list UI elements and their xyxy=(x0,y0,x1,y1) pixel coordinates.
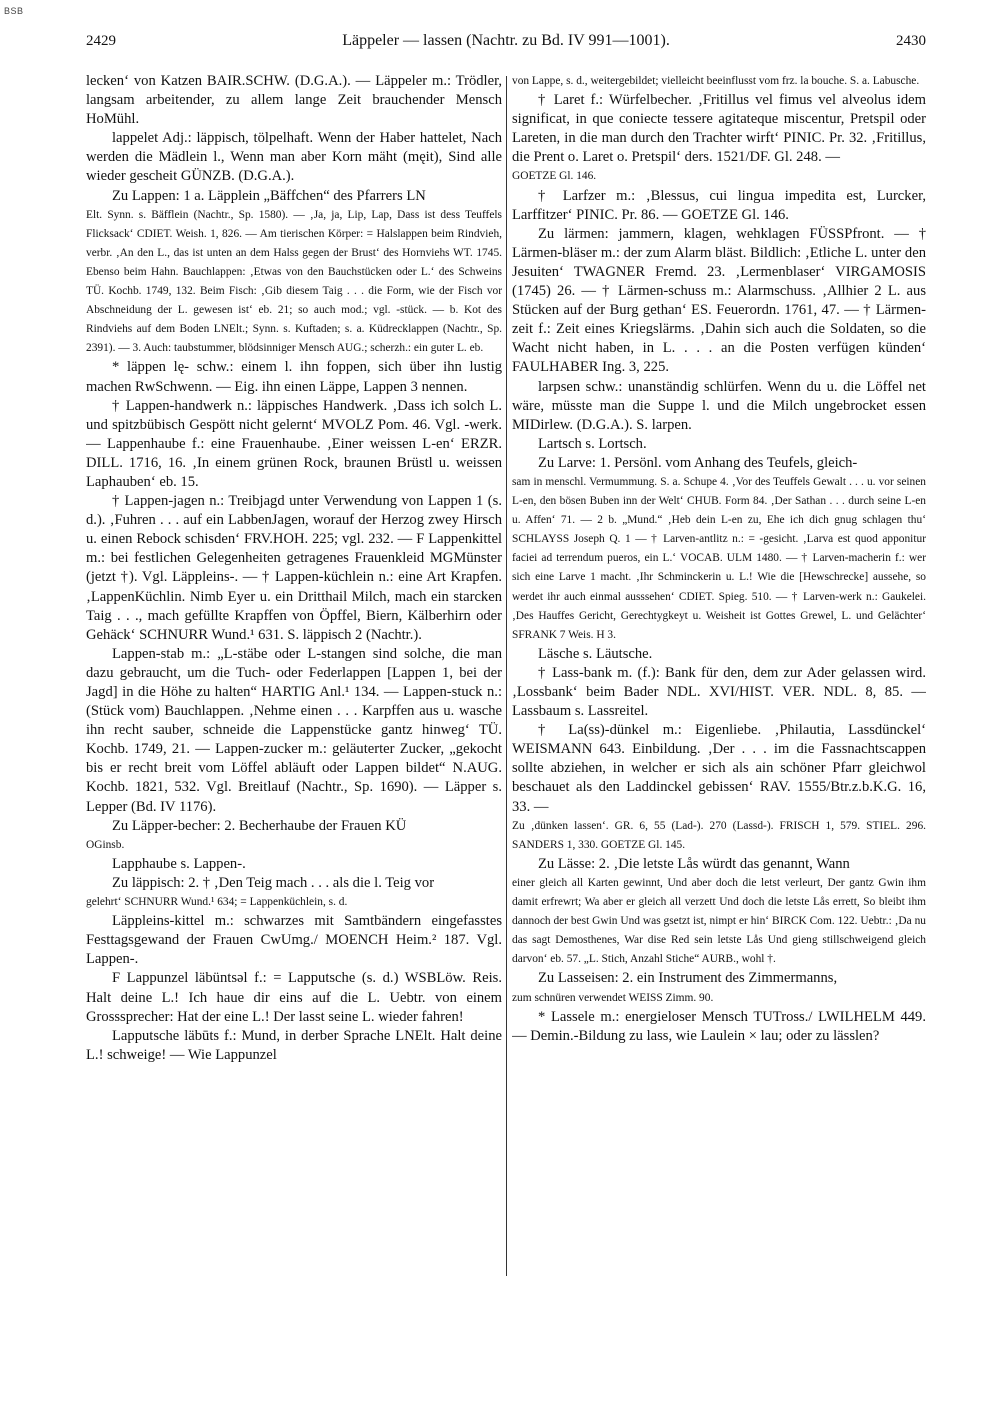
entry-paragraph: Zu lärmen: jammern, klagen, wehklagen FÜSSPfront. — † Lärmen-bläser m.: der zum Alarm bläst. Bildlich: ‚Etliche L. unter den Jesuiten‘ TWAGNER Fremd. 23. ‚Lermenblaser‘ VIRGAMOSIS (1745) 26. — † Lärmen-schuss m.: Alarmschuss. ‚Allhier 2 L. aus Stücken auf der Burg gethan‘ ES. Feuerordn. 1761, 47. — † Lärmen-zeit f.: Zeit eines Kriegslärms. ‚Dahin sich auch die Soldaten, so die Wacht nicht haben, in L. . . . an die Posten verfügen künden‘ FAULHABER Ing. 3, 225. xyxy=(512,225,926,376)
library-stamp: BSB xyxy=(4,6,24,16)
entry-paragraph: F Lappunzel läbüntsəl f.: = Lapputsche (s. d.) WSBLöw. Reis. Halt deine L.! Ich haue dir eins auf die L. Uebtr. von einem Grosssprecher: Hat der eine L.! Der lasst seine L. wieder fahren! xyxy=(86,970,502,1025)
entry-paragraph: † La(ss)-dünkel m.: Eigenliebe. ‚Philautia, Lassdünckel‘ WEISMANN 643. Einbildung. ‚Der . . . im die Fassnachtscappen sollte abziehen, in welcher er sich als ain schöner Pfarr gleichwol beschauet als den Laddinckel gebissen‘ RAV. 1555/Btr.z.b.K.G. 16, 33. — xyxy=(512,722,926,815)
entry-paragraph: † Larfzer m.: ‚Blessus, cui lingua impedita est, Lurcker, Larffitzer‘ PINIC. Pr. 86. — GOETZE Gl. 146. xyxy=(512,187,926,223)
entry-paragraph: Elt. Synn. s. Bäfflein (Nachtr., Sp. 1580). — ‚Ja, ja, Lip, Lap, Dass ist dess Teuffels Flicksack‘ CDIET. Weish. 1, 826. — Am tierischen Körper: = Halslappen beim Rindvieh, verbr. ‚An den L., das ist unten an dem Halss gegen der Brust‘ des Hornviehs WT. 1745. Ebenso beim Hahn. Bauchlappen: ‚Etwas von den Bauchstücken oder L.‘ des Schweins TÜ. Kochb. 1749, 132. Beim Fisch: ‚Gib diesem Taig . . . die Form, wie der Fisch vor Abschneidung der L. gewesen ist‘ eb. 21; so auch mod.; vgl. -stück. — b. Kot des Rindviehs auf dem Boden LNElt.; Synn. s. Kuftaden; s. a. Küdrecklappen (Nachtr., Sp. 2391). — 3. Auch: taubstummer, blödsinniger Mensch AUG.; scherzh.: ein guter L. eb. xyxy=(86,208,502,355)
column-divider xyxy=(506,76,507,1276)
entry-paragraph: Läsche s. Läutsche. xyxy=(538,645,653,662)
entry-paragraph: † Laret f.: Würfelbecher. ‚Fritillus vel fimus vel alveolus idem significat, in que coniecte tessere agitateque miscentur, Pretspil oder Lareten, in die man durch den Trachter wirft‘ PINIC. Pr. 32. ‚Fritillus, die Prent o. Laret o. Pretspil‘ ders. 1521/DF. Gl. 248. — xyxy=(512,92,926,166)
entry-paragraph: * Lassele m.: energieloser Mensch TUTross./ LWILHELM 449. — Demin.-Bildung zu lass, wie Laulein × lau; oder zu lässlen? xyxy=(512,1008,926,1044)
entry-paragraph: Lapphaube s. Lappen-. xyxy=(112,855,246,872)
entry-paragraph: Zu Lässe: 2. ‚Die letste Lås würdt das genannt, Wann xyxy=(538,855,850,872)
page-header xyxy=(86,32,926,56)
entry-paragraph: lecken‘ von Katzen BAIR.SCHW. (D.G.A.). — Läppeler m.: Trödler, langsam arbeitender, zu allem lange Zeit brauchender Mensch HoMühl. xyxy=(86,73,502,128)
entry-paragraph: GOETZE Gl. 146. xyxy=(512,170,597,183)
entry-paragraph: larpsen schw.: unanständig schlürfen. Wenn du u. die Löffel net wäre, müsste man die Suppe l. und die Milch ungebrocket essen MIDirlew. (D.G.A.). S. larpen. xyxy=(512,378,926,433)
entry-paragraph: lappelet Adj.: läppisch, tölpelhaft. Wenn der Haber hattelet, Nach werden die Mädlein l., Wenn man aber Korn mäht (męit), Sind alle wieder gescheit GÜNZB. (D.G.A.). xyxy=(86,130,502,185)
entry-paragraph: Läppleins-kittel m.: schwarzes mit Samtbändern eingefasstes Festtagsgewand der Frauen CwUmg./ MOENCH Heim.² 187. Vgl. Lappen-. xyxy=(86,913,502,968)
entry-paragraph: OGinsb. xyxy=(86,838,125,851)
left-page-number: 2429 xyxy=(86,33,116,49)
entry-paragraph: Zu läppisch: 2. † ‚Den Teig mach . . . als die l. Teig vor xyxy=(112,874,435,891)
running-title: Läppeler — lassen (Nachtr. zu Bd. IV 991—1001). xyxy=(342,32,670,49)
entry-paragraph: gelehrt‘ SCHNURR Wund.¹ 634; = Lappenküchlein, s. d. xyxy=(86,896,348,909)
entry-paragraph: Zu ‚dünken lassen‘. GR. 6, 55 (Lad-). 270 (Lassd-). FRISCH 1, 579. STIEL. 296. SANDERS 1, 330. GOETZE Gl. 145. xyxy=(512,819,926,851)
entry-paragraph: sam in menschl. Vermummung. S. a. Schupe 4. ‚Vor des Teuffels Gewalt . . . u. vor seinen L-en, den bösen Buben inn der Welt‘ CHUB. Form 84. ‚Der Sathan . . . durch seine L-en u. Affen‘ 71. — 2 b. „Mund.“ ‚Heb dein L-en zu, Ehe ich dich gnug schlagen thu‘ SCHLAYSS Joseph Q. 1 — † Larven-antlitz n.: = -gesicht. ‚Larva est quod apponitur faciei ad terrendum pueros, ein L.‘ VOCAB. ULM 1480. — † Larven-macherin f.: wer sich eine Larve 1 macht. ‚Ihr Schminckerin u. L.! Wie die [Hewschrecke] aussehe, so werdet ihr auch einmal ausssehen‘ CDIET. Spieg. 510. — † Larven-werk n.: Gaukelei. ‚Des Hauffes Gericht, Gerechtygkeyt u. Weisheit ist Gottes Grewel, L. und Gelächter‘ SFRANK 7 Weis. H 3. xyxy=(512,475,926,641)
entry-paragraph: Lapputsche läbūts f.: Mund, in derber Sprache LNElt. Halt deine L.! schweige! — Wie Lappunzel xyxy=(86,1027,502,1063)
entry-paragraph: Lartsch s. Lortsch. xyxy=(538,435,647,452)
entry-paragraph: † Lappen-handwerk n.: läppisches Handwerk. ‚Dass ich solch L. und spitzbübisch Gespött nicht gelernt‘ MVOLZ Pom. 46. Vgl. -werk. — Lappenhaube f.: eine Frauenhaube. ‚Einer weissen L-en‘ ERZR. DILL. 1716, 16. ‚In einem grünen Rock, braunen Brüstl u. weissen Laphauben‘ eb. 15. xyxy=(86,397,502,490)
entry-paragraph: Zu Lappen: 1 a. Läpplein „Bäffchen“ des Pfarrers LN xyxy=(112,187,426,204)
entry-paragraph: Zu Lasseisen: 2. ein Instrument des Zimmermanns, xyxy=(538,970,838,987)
left-column xyxy=(86,72,502,1395)
entry-paragraph: einer gleich all Karten gewinnt, Und aber doch die letst verleurt, Der gantz Gwin ihm damit erfrewrt; Wa aber er gleich all verzett Und doch die letste Lås errett, So bleibt ihm dannoch der best Gwin Und was gsetzt ist, nimpt er hin‘ BIRCK Com. 122. Uebtr.: ‚Da nu das sagt Demosthenes, War dise Red sein letste Lås Und gieng stillschweigend gleich darvon‘ eb. 57. „L. Stich, Anzahl Stiche“ AURB., wohl †. xyxy=(512,876,926,966)
entry-paragraph: † Lappen-jagen n.: Treibjagd unter Verwendung von Lappen 1 (s. d.). ‚Fuhren . . . auf ein LabbenJagen, worauf der Herzog zwey Hirsch u. einen Rebock schisden‘ FRV.HOH. 225; vgl. 232. — F Lappenkittel m.: bei festlichen Gelegenheiten getragenes Frauenkleid MGMünster (jetzt †). Vgl. Läppleins-. — † Lappen-küchlein n.: eine Art Krapfen. ‚LappenKüchlin. Nimb Eyer u. ein Dritthail Milch, mach ein starcken Taig . . ., mach gefüllte Krapffen von Öpffel, Biern, Kälberhirn oder Gehäck‘ SCHNURR Wund.¹ 631. S. läppisch 2 (Nachtr.). xyxy=(86,493,502,643)
entry-paragraph: * läppen lę- schw.: einem l. ihn foppen, sich über ihn lustig machen RwSchwenn. — Eig. ihn einen Läppe, Lappen 3 nennen. xyxy=(86,359,502,395)
right-column xyxy=(512,72,926,1395)
right-page-number: 2430 xyxy=(896,33,926,49)
entry-paragraph: Lappen-stab m.: „L-stäbe oder L-stangen sind solche, die man dazu gebraucht, um die Tuch- oder Federlappen [Lappen 1, bei der Jagd] in die Höhe zu halten“ HARTIG Anl.¹ 134. — Lappen-stuck n.: (Stück vom) Bauchlappen. ‚Nehme einen . . . Karpffen aus u. wasche ihn recht sauber, schneide die Lappenstücke gantz hinweg‘ TÜ. Kochb. 1749, 21. — Lappen-zucker m.: geläuterter Zucker, „gekocht bis er recht breit vom Löffel abläuft oder Lappen bildet“ N.AUG. Kochb. 1821, 532. Vgl. Breitlauf (Nachtr., Sp. 1690). — Läpper s. Lepper (Bd. IV 1176). xyxy=(86,645,502,815)
entry-paragraph: † Lass-bank m. (f.): Bank für den, dem zur Ader gelassen wird. ‚Lossbank‘ beim Bader NDL. XVI/HIST. VER. NDL. 8, 85. — Lassbaum s. Lassreitel. xyxy=(512,664,926,720)
entry-paragraph: zum schnüren verwendet WEISS Zimm. 90. xyxy=(512,991,714,1004)
entry-paragraph: Zu Larve: 1. Persönl. vom Anhang des Teufels, gleich- xyxy=(538,454,858,471)
entry-paragraph: Zu Läpper-becher: 2. Becherhaube der Frauen KÜ xyxy=(112,817,407,834)
entry-paragraph: von Lappe, s. d., weitergebildet; vielleicht beeinflusst vom frz. la bouche. S. a. Labusche. xyxy=(512,75,920,87)
